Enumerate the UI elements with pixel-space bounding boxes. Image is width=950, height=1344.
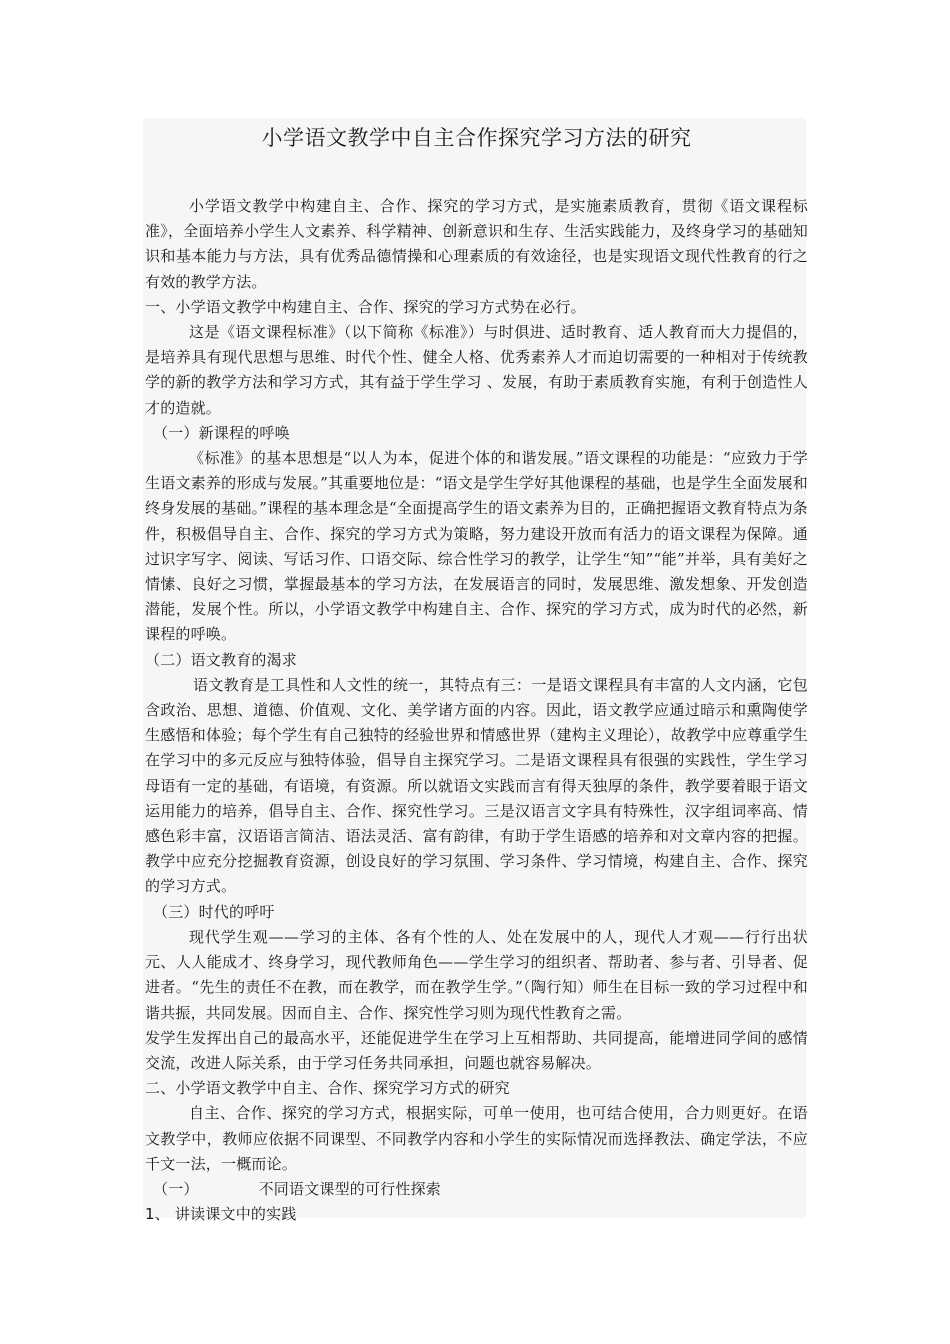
section-1-3-paragraph-2: 发学生发挥出自己的最高水平，还能促进学生在学习上互相帮助、共同提高，能增进同学间的感情交流，改进人际关系，由于学习任务共同承担，问题也就容易解决。 [145, 1028, 808, 1072]
intro-paragraph: 小学语文教学中构建自主、合作、探究的学习方式，是实施素质教育，贯彻《语文课程标准》，全面培养小学生人文素养、科学精神、创新意识和生存、生活实践能力，及终身学习的基础知识和基本能力与方法，具有优秀品德情操和心理素质的有效途径，也是实现语文现代性教育的行之有效的教学方法。 [145, 197, 808, 291]
section-2-1-title: 不同语文课型的可行性探索 [258, 1179, 442, 1198]
section-1-3-paragraph: 现代学生观——学习的主体、各有个性的人、处在发展中的人，现代人才观——行行出状元、人人能成才、终身学习，现代教师角色——学生学习的组织者、帮助者、参与者、引导者、促进者。“先生的责任不在教，而在教学，而在教学生学。”（陶行知）师生在目标一致的学习过程中和谐共振，共同发展。因而自主、合作、探究性学习则为现代性教育之需。 [145, 927, 808, 1022]
section-2-1-1-heading [145, 1202, 808, 1227]
section-2-heading: 二、小学语文教学中自主、合作、探究学习方式的研究 [145, 1079, 510, 1098]
document-body [145, 118, 808, 1227]
section-1-paragraph: 这是《语文课程标准》（以下简称《标准》）与时俱进、适时教育、适人教育而大力提倡的，是培养具有现代思想与思维、时代个性、健全人格、优秀素养人才而迫切需要的一种相对于传统教学的新的教学方法和学习方式，其有益于学生学习 、发展，有助于素质教育实施，有利于创造性人才的造就。 [145, 323, 808, 417]
section-2-paragraph: 自主、合作、探究的学习方式，根据实际，可单一使用，也可结合使用，合力则更好。在语文教学中，教师应依据不同课型、不同教学内容和小学生的实际情况而选择教法、确定学法，不应千文一法，一概而论。 [145, 1104, 808, 1173]
section-2-1-heading [145, 1177, 808, 1202]
section-1-2-paragraph: 语文教育是工具性和人文性的统一，其特点有三：一是语文课程具有丰富的人文内涵，它包含政治、思想、道德、价值观、文化、美学诸方面的内容。因此，语文教学应通过暗示和熏陶使学生感悟和体验；每个学生有自己独特的经验世界和情感世界（建构主义理论），故教学中应尊重学生在学习中的多元反应与独特体验，倡导自主探究学习。二是语文课程具有很强的实践性，学生学习母语有一定的基础，有语境，有资源。所以就语文实践而言有得天独厚的条件，教学要着眼于语文运用能力的培养，倡导自主、合作、探究性学习。三是汉语言文字具有特殊性，汉字组词率高、情感色彩丰富，汉语语言简洁、语法灵活、富有韵律，有助于学生语感的培养和对文章内容的把握。教学中应充分挖掘教育资源，创设良好的学习氛围、学习条件、学习情境，构建自主、合作、探究的学习方式。 [145, 675, 808, 896]
section-1-1-paragraph: 《标准》的基本思想是“以人为本，促进个体的和谐发展。”语文课程的功能是：“应致力于学生语文素养的形成与发展。”其重要地位是：“语文是学生学好其他课程的基础，也是学生全面发展和终身发展的基础。”课程的基本理念是“全面提高学生的语文素养为目的，正确把握语文教育特点为条件，积极倡导自主、合作、探究的学习方式为策略，努力建设开放而有活力的语文课程为保障。通过识字写字、阅读、写话习作、口语交际、综合性学习的教学，让学生“知”“能”并举，具有美好之情愫、良好之习惯，掌握最基本的学习方法，在发展语言的同时，发展思维、激发想象、开发创造潜能，发展个性。所以，小学语文教学中构建自主、合作、探究的学习方式，成为时代的必然，新课程的呼唤。 [145, 449, 808, 644]
document-title: 小学语文教学中自主合作探究学习方法的研究 [261, 126, 692, 150]
section-1-2-heading: （二）语文教育的渴求 [145, 650, 298, 669]
section-2-1-1-number: 1、 [145, 1205, 170, 1224]
section-1-3-heading: （三）时代的呼吁 [153, 902, 275, 921]
section-2-1-1-title: 讲读课文中的实践 [174, 1205, 297, 1224]
section-1-1-heading: （一）新课程的呼唤 [153, 423, 290, 442]
section-1-heading: 一、小学语文教学中构建自主、合作、探究的学习方式势在必行。 [145, 297, 586, 316]
section-2-1-number: （一） [153, 1179, 199, 1198]
